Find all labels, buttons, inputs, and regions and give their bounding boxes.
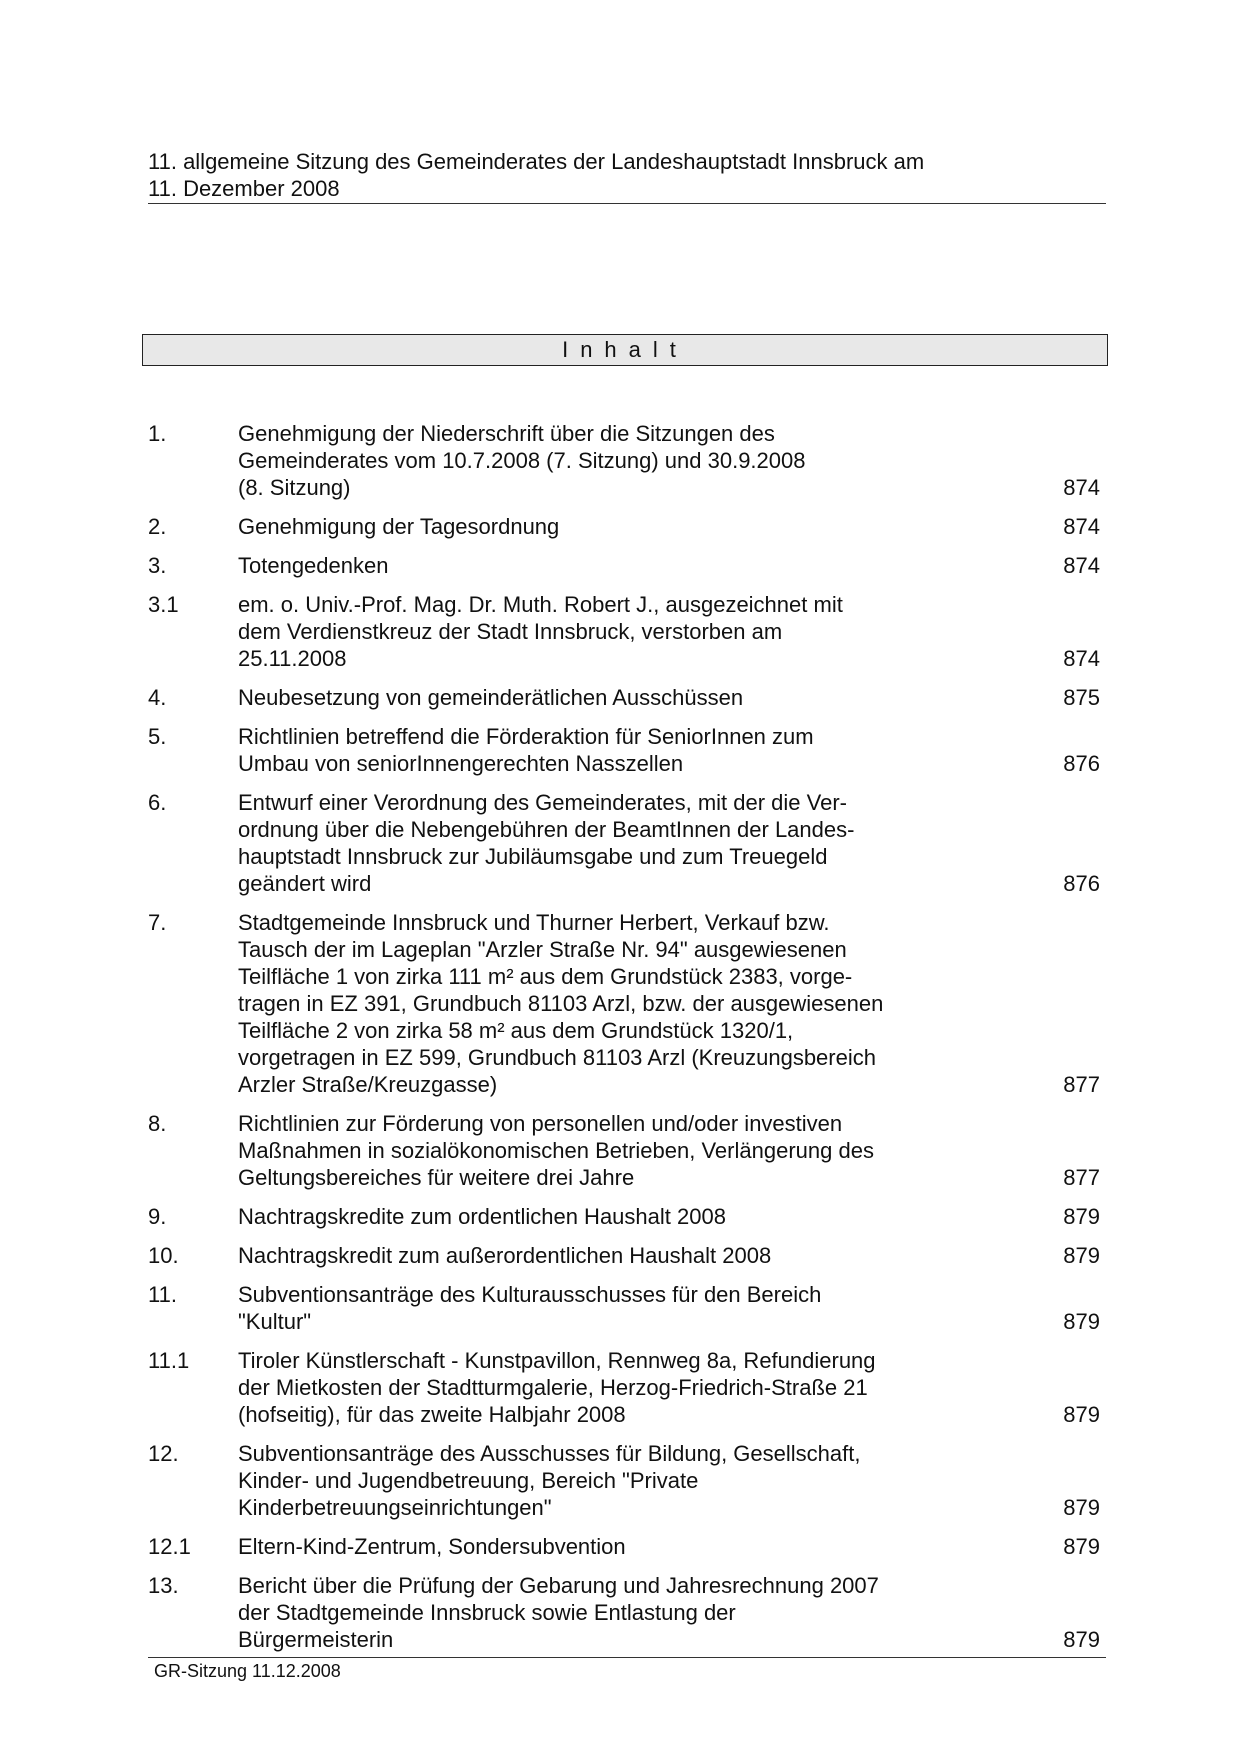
toc-entry-title-line: em. o. Univ.-Prof. Mag. Dr. Muth. Robert J., ausgezeichnet mit	[238, 592, 843, 617]
toc-entry-title	[238, 552, 978, 579]
toc-entry-title-line: Umbau von seniorInnengerechten Nasszellen	[238, 751, 684, 776]
toc-entry-title-line: Maßnahmen in sozialökonomischen Betrieben, Verlängerung des	[238, 1138, 874, 1163]
toc-entry-number: 5.	[148, 724, 167, 749]
toc-entry-title-line: Kinderbetreuungseinrichtungen"	[238, 1495, 552, 1520]
toc-entry-title	[238, 723, 978, 777]
toc-entry-title-line: Gemeinderates vom 10.7.2008 (7. Sitzung) und 30.9.2008	[238, 448, 806, 473]
document-header	[148, 148, 1106, 204]
toc-entry-page-number: 879	[1063, 1309, 1100, 1334]
toc-entry	[148, 684, 1106, 711]
toc-entry-title-line: der Mietkosten der Stadtturmgalerie, Herzog-Friedrich-Straße 21	[238, 1375, 868, 1400]
toc-entry-page-number: 879	[1063, 1402, 1100, 1427]
toc-entry	[148, 552, 1106, 579]
toc-entry-page-number: 874	[1063, 514, 1100, 539]
toc-entry-title-line: der Stadtgemeinde Innsbruck sowie Entlastung der	[238, 1600, 736, 1625]
toc-entry-page-number: 874	[1063, 475, 1100, 500]
toc-entry-title-line: Geltungsbereiches für weitere drei Jahre	[238, 1165, 635, 1190]
header-line-2: 11. Dezember 2008	[148, 176, 340, 201]
toc-entry-title	[238, 1347, 978, 1428]
toc-entry-title	[238, 1533, 978, 1560]
toc-entry-title-line: Stadtgemeinde Innsbruck und Thurner Herbert, Verkauf bzw.	[238, 910, 830, 935]
toc-entry-title-line: Totengedenken	[238, 553, 389, 578]
toc-entry-title-line: Nachtragskredit zum außerordentlichen Haushalt 2008	[238, 1243, 772, 1268]
toc-entry-title-line: Richtlinien betreffend die Förderaktion für SeniorInnen zum	[238, 724, 814, 749]
toc-entry-number: 11.1	[148, 1348, 190, 1373]
toc-entry-page-number: 874	[1063, 553, 1100, 578]
toc-entry-title-line: 25.11.2008	[238, 646, 347, 671]
toc-entry-title-line: Nachtragskredite zum ordentlichen Haushalt 2008	[238, 1204, 726, 1229]
table-of-contents-heading: Inhalt	[142, 334, 1108, 366]
toc-entry-title-line: tragen in EZ 391, Grundbuch 81103 Arzl, bzw. der ausgewiesenen	[238, 991, 884, 1016]
toc-entry-title-line: Subventionsanträge des Kulturausschusses für den Bereich	[238, 1282, 822, 1307]
toc-entry-title-line: Kinder- und Jugendbetreuung, Bereich "Private	[238, 1468, 699, 1493]
toc-entry	[148, 1440, 1106, 1521]
toc-entry-page-number: 876	[1063, 871, 1100, 896]
toc-entry-title-line: Teilfläche 1 von zirka 111 m² aus dem Grundstück 2383, vorge-	[238, 964, 853, 989]
toc-entry-page-number: 879	[1063, 1495, 1100, 1520]
toc-entry-title	[238, 1110, 978, 1191]
toc-entry-title-line: (hofseitig), für das zweite Halbjahr 2008	[238, 1402, 626, 1427]
toc-entry-page-number: 877	[1063, 1072, 1100, 1097]
toc-entry	[148, 1347, 1106, 1428]
toc-entry	[148, 591, 1106, 672]
toc-entry-title	[238, 909, 978, 1098]
toc-entry-title-line: Neubesetzung von gemeinderätlichen Ausschüssen	[238, 685, 744, 710]
toc-entry-title	[238, 684, 978, 711]
toc-entry-title	[238, 420, 978, 501]
toc-entry-title-line: Tausch der im Lageplan "Arzler Straße Nr. 94" ausgewiesenen	[238, 937, 847, 962]
toc-entry-title-line: Teilfläche 2 von zirka 58 m² aus dem Grundstück 1320/1,	[238, 1018, 794, 1043]
header-line-1: 11. allgemeine Sitzung des Gemeinderates der Landeshauptstadt Innsbruck am	[148, 149, 925, 174]
toc-entry	[148, 1533, 1106, 1560]
toc-entry-number: 2.	[148, 514, 167, 539]
toc-entry-title	[238, 789, 978, 897]
toc-entry-number: 8.	[148, 1111, 167, 1136]
page-footer	[148, 1657, 1106, 1682]
toc-entry-title-line: Richtlinien zur Förderung von personellen und/oder investiven	[238, 1111, 843, 1136]
toc-entry-page-number: 879	[1063, 1627, 1100, 1652]
toc-entry-page-number: 875	[1063, 685, 1100, 710]
toc-entry	[148, 1203, 1106, 1230]
toc-entry-page-number: 876	[1063, 751, 1100, 776]
toc-entry-title-line: Genehmigung der Tagesordnung	[238, 514, 560, 539]
toc-entry-page-number: 879	[1063, 1204, 1100, 1229]
toc-entry	[148, 1281, 1106, 1335]
toc-entry-page-number: 874	[1063, 646, 1100, 671]
toc-entry-number: 12.1	[148, 1534, 191, 1559]
toc-entry-title-line: dem Verdienstkreuz der Stadt Innsbruck, verstorben am	[238, 619, 783, 644]
toc-entry-number: 10.	[148, 1243, 179, 1268]
toc-entry-number: 1.	[148, 421, 167, 446]
toc-entry-number: 6.	[148, 790, 167, 815]
toc-entry	[148, 723, 1106, 777]
toc-entry-title-line: ordnung über die Nebengebühren der BeamtInnen der Landes-	[238, 817, 855, 842]
toc-entry-number: 7.	[148, 910, 167, 935]
toc-entry-number: 11.	[148, 1282, 177, 1307]
toc-entry	[148, 1242, 1106, 1269]
toc-entry-page-number: 879	[1063, 1243, 1100, 1268]
toc-entry-title-line: Entwurf einer Verordnung des Gemeinderates, mit der die Ver-	[238, 790, 847, 815]
toc-entry	[148, 1110, 1106, 1191]
toc-entry-title-line: vorgetragen in EZ 599, Grundbuch 81103 Arzl (Kreuzungsbereich	[238, 1045, 876, 1070]
toc-entry-title-line: hauptstadt Innsbruck zur Jubiläumsgabe und zum Treuegeld	[238, 844, 828, 869]
toc-entry-title-line: Arzler Straße/Kreuzgasse)	[238, 1072, 498, 1097]
toc-entry-title-line: Bericht über die Prüfung der Gebarung und Jahresrechnung 2007	[238, 1573, 879, 1598]
toc-entry	[148, 420, 1106, 501]
toc-entry-number: 3.	[148, 553, 167, 578]
toc-entry-title	[238, 513, 978, 540]
toc-entry-title-line: Eltern-Kind-Zentrum, Sondersubvention	[238, 1534, 626, 1559]
toc-entry-title-line: Subventionsanträge des Ausschusses für Bildung, Gesellschaft,	[238, 1441, 861, 1466]
toc-entry-title	[238, 1242, 978, 1269]
toc-entry	[148, 1572, 1106, 1653]
toc-entry-title	[238, 1572, 978, 1653]
toc-entry-page-number: 877	[1063, 1165, 1100, 1190]
toc-entry-title-line: Genehmigung der Niederschrift über die Sitzungen des	[238, 421, 775, 446]
footer-text: GR-Sitzung 11.12.2008	[154, 1661, 341, 1681]
toc-entry-title	[238, 1281, 978, 1335]
toc-entry-number: 3.1	[148, 592, 179, 617]
toc-entry-number: 12.	[148, 1441, 179, 1466]
toc-entry-title	[238, 1440, 978, 1521]
toc-entry	[148, 909, 1106, 1098]
toc-entry	[148, 513, 1106, 540]
toc-entry-number: 9.	[148, 1204, 167, 1229]
toc-entry-title-line: "Kultur"	[238, 1309, 312, 1334]
table-of-contents	[148, 420, 1106, 1665]
toc-entry-title-line: Tiroler Künstlerschaft - Kunstpavillon, Rennweg 8a, Refundierung	[238, 1348, 876, 1373]
toc-entry-page-number: 879	[1063, 1534, 1100, 1559]
toc-entry-title-line: Bürgermeisterin	[238, 1627, 394, 1652]
toc-entry-number: 13.	[148, 1573, 179, 1598]
toc-entry-number: 4.	[148, 685, 167, 710]
toc-entry-title-line: (8. Sitzung)	[238, 475, 351, 500]
toc-entry-title	[238, 1203, 978, 1230]
toc-entry-title-line: geändert wird	[238, 871, 372, 896]
toc-entry	[148, 789, 1106, 897]
toc-entry-title	[238, 591, 978, 672]
